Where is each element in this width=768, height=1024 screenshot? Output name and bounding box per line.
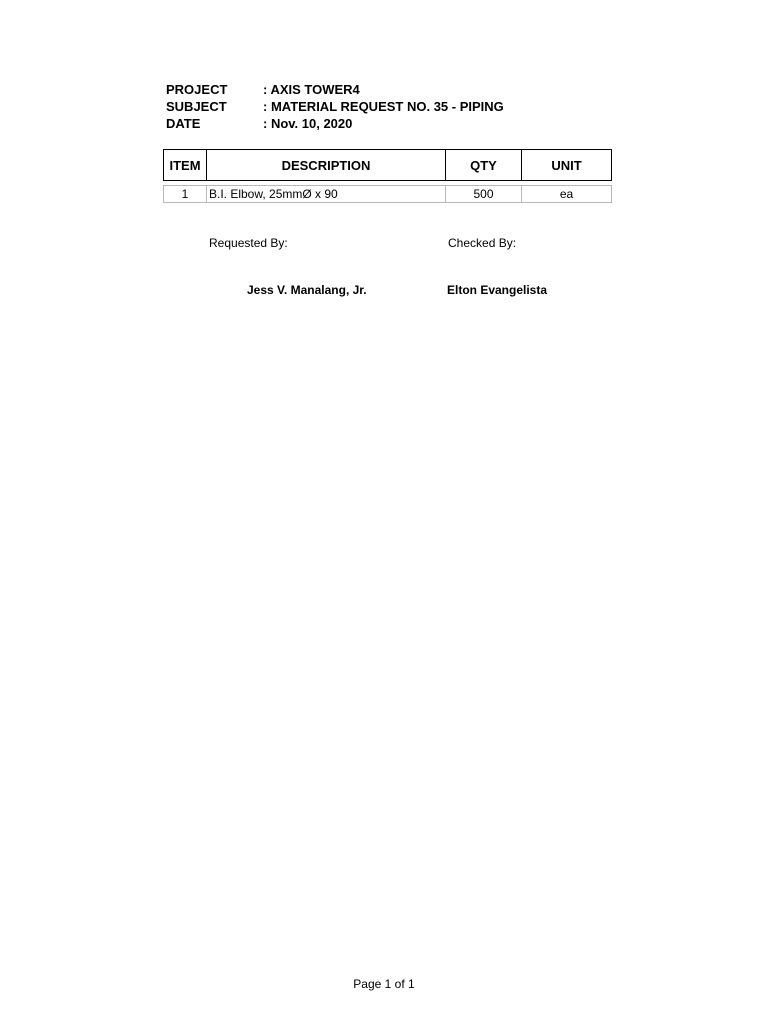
project-label: PROJECT <box>166 82 228 97</box>
subject-label: SUBJECT <box>166 99 227 114</box>
date-value: : Nov. 10, 2020 <box>263 116 353 131</box>
unit-cell: ea <box>522 186 612 203</box>
project-value: : AXIS TOWER4 <box>263 82 360 97</box>
project-row <box>166 81 504 98</box>
description-cell: B.I. Elbow, 25mmØ x 90 <box>207 186 446 203</box>
checked-by-label: Checked By: <box>448 236 517 250</box>
requested-by-label: Requested By: <box>209 236 288 250</box>
table-header-row <box>164 150 612 181</box>
document-header <box>166 81 504 132</box>
table-row <box>164 186 612 203</box>
column-header-item: ITEM <box>164 150 207 181</box>
qty-cell: 500 <box>446 186 522 203</box>
date-label: DATE <box>166 116 201 131</box>
subject-row <box>166 98 504 115</box>
checked-by-name: Elton Evangelista <box>447 283 548 297</box>
date-row <box>166 115 504 132</box>
requested-by-name: Jess V. Manalang, Jr. <box>247 283 367 297</box>
item-cell: 1 <box>164 186 207 203</box>
column-header-description: DESCRIPTION <box>207 150 446 181</box>
material-table <box>163 149 612 203</box>
column-header-qty: QTY <box>446 150 522 181</box>
column-header-unit: UNIT <box>522 150 612 181</box>
subject-value: : MATERIAL REQUEST NO. 35 - PIPING <box>263 99 504 114</box>
page-number: Page 1 of 1 <box>353 977 415 991</box>
